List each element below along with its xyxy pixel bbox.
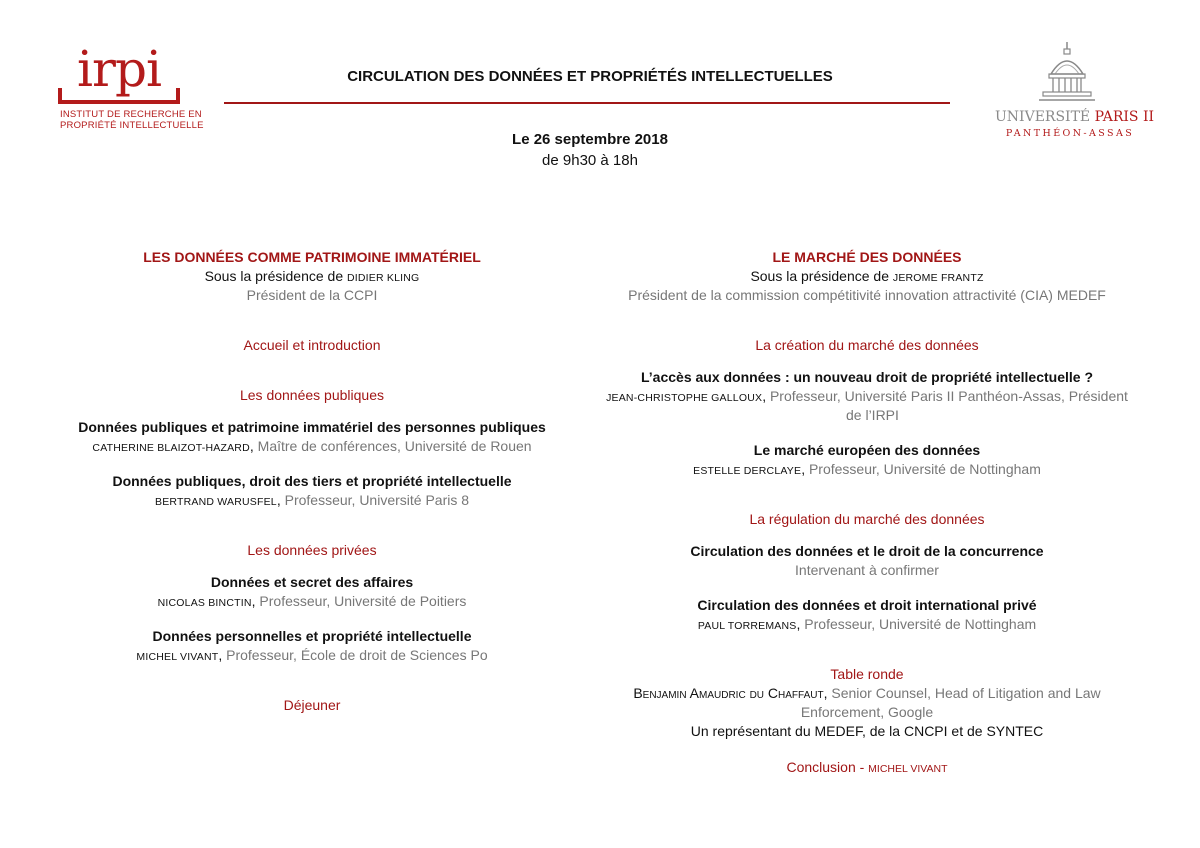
left-talk2-speaker-line: BERTRAND WARUSFEL, Professeur, Université Paris 8 [154,492,470,508]
paris2-logo [995,40,1155,139]
left-talk3-speaker-line: NICOLAS BINCTIN, Professeur, Université de Poitiers [157,593,467,609]
right-chair-name: JEROME FRANTZ [892,272,984,284]
left-talk1-title: Données publiques et patrimoine immatériel des personnes publiques [78,419,546,435]
right-talk1-speaker-line: JEAN-CHRISTOPHE GALLOUX, Professeur, Université Paris II Panthéon-Assas, Président [606,388,1128,404]
left-talk1-role: Maître de conférences, Université de Rouen [257,438,532,454]
right-regulation-heading: La régulation du marché des données [749,511,985,527]
right-conclusion [600,758,1134,779]
irpi-logo-line2: PROPRIÉTÉ INTELLECTUELLE [60,120,204,131]
event-date: Le 26 septembre 2018 [512,131,668,148]
pantheon-dome-icon [1035,40,1099,104]
left-chair-name: DIDIER KLING [347,272,420,284]
left-talk4-title: Données personnelles et propriété intellectuelle [152,628,472,644]
irpi-logo-frame [58,88,180,104]
left-welcome: Accueil et introduction [243,337,381,353]
left-talk4-speaker-line: MICHEL VIVANT, Professeur, École de droit de Sciences Po [136,647,488,663]
left-section-title: LES DONNÉES COMME PATRIMOINE IMMATÉRIEL [143,249,481,265]
right-talk3-title: Circulation des données et le droit de la concurrence [690,543,1044,559]
right-chair [600,267,1134,288]
left-talk2-role: Professeur, Université Paris 8 [284,492,470,508]
left-chair-prefix: Sous la présidence de [204,268,347,284]
left-chair-role: Président de la CCPI [246,287,378,303]
right-talk2-role: Professeur, Université de Nottingham [808,461,1041,477]
right-roundtable-heading: Table ronde [830,666,904,682]
right-roundtable-extra: Un représentant du MEDEF, de la CNCPI et de SYNTEC [690,723,1044,739]
right-creation-heading: La création du marché des données [755,337,979,353]
right-talk2-speaker-line: ESTELLE DERCLAYE, Professeur, Université de Nottingham [693,461,1041,477]
event-time: de 9h30 à 18h [542,152,638,169]
left-talk2-title: Données publiques, droit des tiers et propriété intellectuelle [112,473,512,489]
right-conclusion-label: Conclusion - [786,759,869,775]
right-talk1-role-line1: Professeur, Université Paris II Panthéon-Assas, Président [769,388,1128,404]
right-talk4-title: Circulation des données et droit international privé [697,597,1037,613]
right-conclusion-speaker: MICHEL VIVANT [868,763,948,775]
right-talk2-speaker: ESTELLE DERCLAYE [693,465,802,477]
left-talk3-role: Professeur, Université de Poitiers [259,593,467,609]
right-roundtable-role-line1: Senior Counsel, Head of Litigation and Law [831,685,1101,701]
right-talk1-title: L’accès aux données : un nouveau droit de propriété intellectuelle ? [641,369,1093,385]
page-title: CIRCULATION DES DONNÉES ET PROPRIÉTÉS INTELLECTUELLES [347,68,833,85]
left-lunch: Déjeuner [283,697,341,713]
right-chair-prefix: Sous la présidence de [750,268,893,284]
left-talk1-speaker: CATHERINE BLAIZOT-HAZARD [92,442,250,454]
left-talk1-speaker-line: CATHERINE BLAIZOT-HAZARD, Maître de conférences, Université de Rouen [92,438,532,454]
left-talk4-speaker: MICHEL VIVANT [136,651,219,663]
left-talk3-speaker: NICOLAS BINCTIN [157,597,252,609]
right-talk2-title: Le marché européen des données [753,442,981,458]
left-talk2-speaker: BERTRAND WARUSFEL [154,496,277,508]
right-section-title: LE MARCHÉ DES DONNÉES [772,249,962,265]
right-talk1-speaker: JEAN-CHRISTOPHE GALLOUX [606,392,763,404]
right-talk4-speaker-line: PAUL TORREMANS, Professeur, Université de Nottingham [697,616,1037,632]
left-public-heading: Les données publiques [239,387,384,403]
right-roundtable-role-line2: Enforcement, Google [800,704,934,720]
irpi-logo-line1: INSTITUT DE RECHERCHE EN [60,109,202,120]
right-roundtable-speaker-line: Benjamin Amaudric du Chaffaut, Senior Counsel, Head of Litigation and Law [633,685,1101,701]
left-talk4-role: Professeur, École de droit de Sciences Po [226,647,488,663]
title-underline-divider [224,102,950,104]
left-private-heading: Les données privées [247,542,377,558]
irpi-logo-word: irpi [77,40,161,98]
paris2-name-gray: UNIVERSITÉ [995,109,1091,125]
paris2-name-red: PARIS II [1094,109,1155,125]
left-talk3-title: Données et secret des affaires [210,574,414,590]
right-talk3-role: Intervenant à confirmer [795,562,939,578]
irpi-logo [58,40,204,134]
right-talk4-role: Professeur, Université de Nottingham [804,616,1037,632]
paris2-logo-name [995,109,1155,125]
right-chair-role: Président de la commission compétitivité innovation attractivité (CIA) MEDEF [628,287,1106,303]
right-roundtable-speaker: Benjamin Amaudric du Chaffaut [633,685,824,701]
right-talk1-role-line2: de l’IRPI [846,407,899,423]
left-chair [40,267,584,288]
right-talk4-speaker: PAUL TORREMANS [697,620,797,632]
paris2-logo-subtitle: PANTHÉON-ASSAS [1005,128,1135,139]
